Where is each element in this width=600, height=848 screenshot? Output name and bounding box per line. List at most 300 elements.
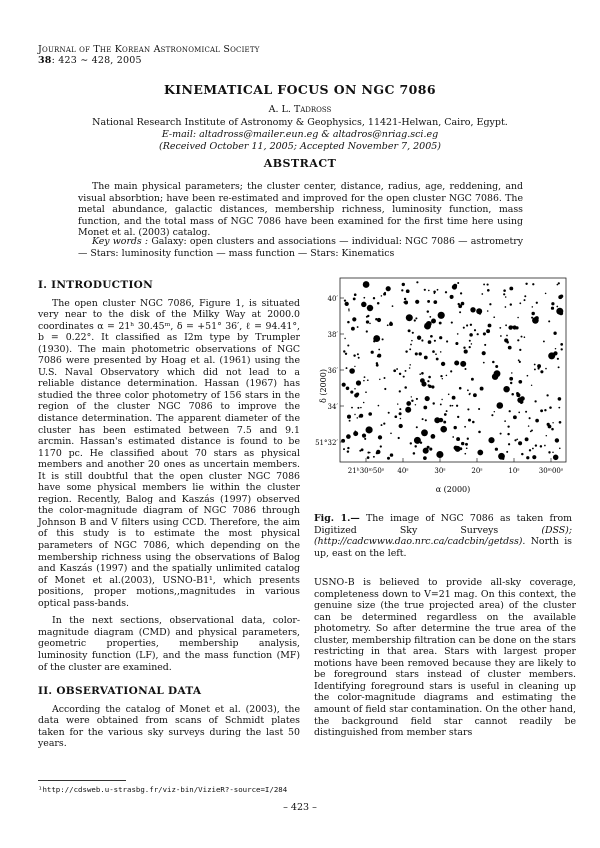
star bbox=[552, 452, 554, 454]
star bbox=[371, 351, 374, 354]
star bbox=[413, 452, 416, 455]
star bbox=[387, 324, 389, 326]
star bbox=[491, 414, 493, 416]
star bbox=[455, 446, 461, 452]
star bbox=[505, 296, 507, 298]
star bbox=[424, 289, 426, 291]
star bbox=[514, 439, 516, 441]
star bbox=[450, 295, 454, 299]
star bbox=[524, 336, 526, 338]
star bbox=[389, 322, 393, 326]
star bbox=[438, 312, 445, 319]
abstract-text: The main physical parameters; the cluster center, distance, radius, age, reddening, and visual absorbtion; have been re-estimated and improved for the open cluster NGC 7086. The metal abundance, galactic distances, membership richness, luminosity function, mass function, and the total mass of NGC 7086 have been examined for the first time here using Monet et al. (2003) catalog. bbox=[78, 181, 523, 239]
y-tick-label: 51°32′ bbox=[315, 439, 338, 447]
star bbox=[535, 419, 539, 423]
star bbox=[559, 421, 562, 424]
star bbox=[450, 370, 452, 372]
star bbox=[508, 443, 510, 445]
star bbox=[492, 373, 498, 379]
star bbox=[446, 340, 448, 342]
star bbox=[357, 353, 359, 355]
star bbox=[536, 302, 538, 304]
star bbox=[459, 387, 462, 390]
star bbox=[487, 310, 489, 312]
star bbox=[384, 377, 386, 379]
star bbox=[343, 350, 345, 352]
caption-end: North is up, east on the left. bbox=[314, 536, 572, 559]
keywords-text: Galaxy: open clusters and associations — individual: NGC 7086 — astrometry — Stars: luminosity function — mass function — Stars: Kinematics bbox=[78, 236, 523, 259]
footnote: ¹http://cdsweb.u-strasbg.fr/viz-bin/VizieR?-source=I/284 bbox=[38, 785, 288, 794]
abstract-heading: ABSTRACT bbox=[263, 157, 337, 170]
star bbox=[354, 393, 358, 397]
x-axis-label: α (2000) bbox=[435, 485, 471, 494]
star bbox=[367, 452, 369, 454]
star bbox=[347, 344, 349, 346]
star bbox=[367, 305, 373, 311]
star bbox=[524, 295, 526, 297]
star bbox=[417, 336, 421, 340]
star bbox=[549, 406, 552, 409]
star bbox=[505, 306, 507, 308]
star bbox=[406, 289, 410, 293]
star bbox=[434, 417, 440, 423]
star bbox=[347, 415, 351, 419]
star bbox=[466, 447, 468, 449]
star bbox=[434, 340, 436, 342]
star bbox=[373, 335, 380, 342]
star bbox=[503, 289, 506, 292]
star bbox=[470, 324, 472, 326]
star bbox=[508, 346, 512, 350]
star bbox=[416, 281, 418, 283]
page-number: – 423 – bbox=[283, 802, 317, 813]
star bbox=[439, 322, 442, 325]
star bbox=[409, 348, 411, 350]
star bbox=[473, 393, 477, 397]
star bbox=[366, 426, 373, 433]
star bbox=[349, 368, 355, 374]
star bbox=[560, 343, 563, 346]
star bbox=[427, 310, 429, 312]
star bbox=[526, 456, 529, 459]
star bbox=[440, 351, 442, 353]
star bbox=[406, 314, 413, 321]
star bbox=[354, 366, 355, 367]
star bbox=[400, 418, 402, 420]
x-tick-label: 20ˢ bbox=[471, 467, 483, 475]
star bbox=[412, 332, 414, 334]
star bbox=[537, 367, 539, 369]
star bbox=[482, 351, 486, 355]
star bbox=[440, 426, 447, 433]
star bbox=[427, 446, 430, 449]
x-tick-label: 30ˢ bbox=[434, 467, 446, 475]
star bbox=[354, 293, 357, 296]
star bbox=[430, 335, 433, 338]
star bbox=[378, 349, 380, 351]
star bbox=[531, 317, 533, 319]
star bbox=[532, 317, 539, 324]
star bbox=[457, 282, 459, 284]
star bbox=[481, 293, 483, 295]
star bbox=[420, 378, 425, 383]
star bbox=[351, 407, 353, 409]
star bbox=[524, 299, 526, 301]
star bbox=[470, 307, 475, 312]
star bbox=[373, 456, 375, 458]
star bbox=[525, 283, 527, 285]
star bbox=[540, 370, 543, 373]
y-tick-label: 36′ bbox=[327, 367, 338, 375]
star bbox=[532, 306, 534, 308]
star bbox=[416, 426, 418, 428]
star bbox=[353, 354, 355, 356]
star bbox=[360, 407, 361, 408]
star bbox=[558, 366, 560, 368]
star bbox=[442, 378, 443, 379]
star bbox=[394, 415, 397, 418]
star bbox=[427, 380, 429, 382]
star bbox=[404, 298, 406, 300]
star bbox=[343, 448, 345, 450]
star bbox=[397, 403, 398, 404]
star bbox=[432, 350, 435, 353]
star bbox=[545, 368, 547, 370]
star bbox=[510, 382, 512, 384]
star bbox=[361, 448, 364, 451]
star bbox=[408, 329, 411, 332]
keywords-label: Key words : bbox=[92, 236, 149, 247]
star bbox=[530, 431, 532, 433]
star bbox=[513, 325, 517, 329]
star bbox=[363, 380, 365, 382]
star bbox=[544, 409, 546, 411]
star bbox=[366, 330, 368, 332]
star bbox=[477, 333, 479, 335]
star bbox=[350, 391, 353, 394]
star bbox=[507, 433, 509, 435]
star bbox=[561, 348, 563, 350]
received-dates: (Received October 11, 2005; Accepted November 7, 2005) bbox=[159, 141, 441, 152]
star bbox=[464, 453, 466, 455]
star bbox=[437, 289, 439, 291]
star bbox=[409, 367, 411, 369]
star bbox=[509, 287, 513, 291]
intro-paragraph-2: In the next sections, observational data, color-magnitude diagram (CMD) and physical parameters, geometric properties, membership analysis, luminosity function (LF), and the mass function (MF) of the cluster are examined. bbox=[38, 615, 300, 673]
star bbox=[452, 405, 454, 407]
star bbox=[421, 372, 424, 375]
star bbox=[558, 295, 562, 299]
star bbox=[471, 378, 474, 381]
star bbox=[399, 412, 402, 415]
y-tick-label: 40′ bbox=[327, 295, 338, 303]
journal-name: Journal of The Korean Astronomical Society bbox=[38, 44, 260, 55]
star bbox=[378, 435, 382, 439]
star bbox=[553, 455, 559, 461]
star bbox=[411, 400, 413, 402]
star bbox=[543, 340, 545, 342]
star bbox=[451, 322, 453, 324]
star bbox=[464, 350, 468, 354]
star bbox=[525, 437, 529, 441]
star bbox=[365, 391, 367, 393]
star bbox=[402, 283, 405, 286]
star bbox=[460, 292, 462, 294]
star bbox=[424, 323, 431, 330]
star bbox=[559, 311, 563, 315]
figure-1 bbox=[314, 274, 574, 506]
star bbox=[506, 335, 508, 337]
star bbox=[427, 300, 430, 303]
star bbox=[468, 419, 471, 422]
star bbox=[497, 402, 504, 409]
star bbox=[466, 324, 468, 326]
star bbox=[531, 385, 532, 386]
star bbox=[450, 405, 452, 407]
star bbox=[417, 439, 419, 441]
star bbox=[386, 286, 391, 291]
star bbox=[486, 329, 490, 333]
star bbox=[546, 394, 548, 396]
star bbox=[559, 448, 561, 450]
star bbox=[461, 442, 464, 445]
star bbox=[558, 397, 562, 401]
star bbox=[474, 329, 476, 331]
star bbox=[351, 327, 355, 331]
star bbox=[424, 356, 428, 360]
star bbox=[377, 302, 380, 305]
star bbox=[356, 380, 361, 385]
email: E-mail: altadross@mailer.eun.eg & altadros@nriag.sci.eg bbox=[161, 129, 439, 140]
star bbox=[392, 305, 394, 307]
star bbox=[399, 424, 403, 428]
star bbox=[505, 324, 507, 326]
x-tick-label: 40ˢ bbox=[397, 467, 409, 475]
star bbox=[551, 307, 554, 310]
star bbox=[349, 420, 351, 422]
star bbox=[489, 303, 491, 305]
star bbox=[446, 410, 448, 412]
star bbox=[467, 438, 469, 440]
star bbox=[452, 285, 457, 290]
star bbox=[483, 332, 486, 335]
star bbox=[463, 346, 465, 348]
journal-volume: 38 bbox=[38, 55, 52, 66]
star bbox=[469, 393, 470, 394]
star bbox=[443, 421, 446, 424]
star bbox=[381, 295, 383, 297]
star bbox=[410, 442, 412, 444]
star bbox=[369, 323, 371, 325]
star bbox=[461, 302, 465, 306]
star bbox=[440, 375, 442, 377]
star bbox=[518, 380, 522, 384]
star bbox=[405, 370, 407, 372]
x-tick-label: 21ʰ30ᵐ50ˢ bbox=[347, 467, 385, 475]
star bbox=[353, 297, 356, 300]
star bbox=[418, 352, 421, 355]
star bbox=[382, 338, 384, 340]
star bbox=[456, 437, 460, 441]
star bbox=[464, 426, 466, 428]
star bbox=[506, 341, 509, 344]
star bbox=[416, 398, 418, 400]
star bbox=[422, 418, 424, 420]
star bbox=[366, 320, 369, 323]
star bbox=[509, 410, 511, 412]
star bbox=[534, 364, 536, 366]
star bbox=[383, 423, 385, 425]
star bbox=[441, 399, 442, 400]
star bbox=[504, 420, 506, 422]
star bbox=[354, 414, 355, 415]
star bbox=[465, 443, 468, 446]
star bbox=[377, 354, 381, 358]
star bbox=[511, 393, 514, 396]
star bbox=[425, 419, 427, 421]
star bbox=[472, 421, 475, 424]
star bbox=[431, 434, 436, 439]
star bbox=[454, 361, 459, 366]
star bbox=[527, 375, 529, 377]
star bbox=[347, 450, 349, 452]
star bbox=[534, 400, 536, 402]
star bbox=[353, 431, 358, 436]
caption-text: The image of NGC 7086 as taken from Digitized Sky Surveys bbox=[314, 513, 572, 536]
star bbox=[518, 441, 522, 445]
star bbox=[517, 339, 519, 341]
star bbox=[488, 324, 492, 328]
star bbox=[456, 405, 458, 407]
star bbox=[553, 351, 557, 355]
affiliation: National Research Institute of Astronomy & Geophysics, 11421-Helwan, Cairo, Egypt. bbox=[92, 117, 508, 128]
star bbox=[419, 373, 421, 375]
star bbox=[478, 431, 481, 434]
star bbox=[434, 293, 436, 295]
star bbox=[377, 318, 381, 322]
star bbox=[415, 352, 418, 355]
star bbox=[367, 315, 369, 317]
star bbox=[483, 283, 485, 285]
star bbox=[423, 406, 427, 410]
y-tick-label: 38′ bbox=[327, 331, 338, 339]
star bbox=[388, 412, 390, 414]
star bbox=[494, 411, 495, 412]
section-heading-observational-data: II. OBSERVATIONAL DATA bbox=[38, 685, 202, 698]
star bbox=[406, 401, 411, 406]
star bbox=[429, 448, 432, 451]
star bbox=[363, 297, 365, 299]
star bbox=[454, 426, 457, 429]
star bbox=[484, 344, 486, 346]
star bbox=[367, 456, 370, 459]
star bbox=[492, 361, 495, 364]
star bbox=[521, 453, 523, 455]
right-paragraph-1: USNO-B is believed to provide all-sky coverage, completeness down to V=21 mag. On this context, the genuine size (the true projected area) of the cluster can be determined regardless on the available photometry. So after determine the true area of the cluster, membership filtration can be done on the stars restricting in that area. Stars with largest proper motions have been removed because they are likely to be foreground stars instead of cluster members. Identifying foreground stars is useful in cleaning up the color-magnitude diagrams and estimating the amount of field star contamination. On the other hand, the background field star cannot readily be distinguished from member stars bbox=[314, 577, 576, 739]
star bbox=[403, 301, 405, 303]
left-column bbox=[38, 280, 300, 750]
star bbox=[509, 377, 513, 381]
star bbox=[506, 451, 508, 453]
star bbox=[507, 425, 509, 427]
star bbox=[363, 281, 370, 288]
star bbox=[398, 437, 400, 439]
star bbox=[503, 293, 505, 295]
star bbox=[537, 364, 541, 368]
star bbox=[457, 333, 459, 335]
star bbox=[346, 434, 351, 439]
star bbox=[445, 291, 447, 293]
y-axis-label: δ (2000) bbox=[319, 369, 328, 403]
star bbox=[519, 349, 521, 351]
star bbox=[390, 432, 392, 434]
star bbox=[410, 344, 412, 346]
star bbox=[544, 445, 546, 447]
star bbox=[342, 383, 346, 387]
star bbox=[357, 326, 359, 328]
star bbox=[487, 289, 490, 292]
star bbox=[428, 290, 430, 292]
star bbox=[405, 407, 411, 413]
star bbox=[557, 358, 559, 360]
star bbox=[502, 456, 504, 458]
star bbox=[352, 317, 356, 321]
star bbox=[448, 394, 450, 396]
x-tick-label: 10ˢ bbox=[508, 467, 520, 475]
section-heading-introduction: I. INTRODUCTION bbox=[38, 279, 154, 291]
star bbox=[404, 386, 407, 389]
star bbox=[516, 392, 519, 395]
star bbox=[359, 414, 363, 418]
paper-title: KINEMATICAL FOCUS ON NGC 7086 bbox=[164, 82, 436, 97]
star bbox=[409, 364, 410, 365]
star bbox=[532, 448, 534, 450]
star bbox=[362, 434, 366, 438]
star bbox=[361, 302, 366, 307]
star bbox=[555, 348, 556, 349]
star bbox=[345, 353, 347, 355]
star bbox=[435, 353, 437, 355]
star bbox=[469, 340, 471, 342]
star bbox=[428, 340, 432, 344]
star bbox=[411, 396, 412, 397]
star bbox=[358, 357, 360, 359]
star bbox=[551, 428, 554, 431]
star bbox=[519, 302, 521, 304]
star bbox=[384, 388, 386, 390]
star bbox=[423, 456, 427, 460]
star bbox=[471, 343, 473, 345]
star bbox=[529, 417, 531, 419]
star bbox=[380, 445, 382, 447]
star bbox=[399, 408, 401, 410]
star bbox=[540, 445, 542, 447]
star bbox=[548, 320, 550, 322]
star bbox=[495, 448, 498, 451]
star bbox=[376, 364, 379, 367]
star bbox=[499, 327, 501, 329]
star bbox=[396, 368, 398, 370]
journal-pages: : 423 ∼ 428, 2005 bbox=[51, 55, 142, 66]
star bbox=[411, 340, 413, 342]
keywords bbox=[78, 236, 523, 259]
star bbox=[459, 311, 461, 313]
star bbox=[457, 416, 459, 418]
star bbox=[467, 408, 469, 410]
star bbox=[431, 319, 436, 324]
x-tick-label: 30ᵐ00ˢ bbox=[538, 467, 564, 475]
star bbox=[500, 433, 502, 435]
